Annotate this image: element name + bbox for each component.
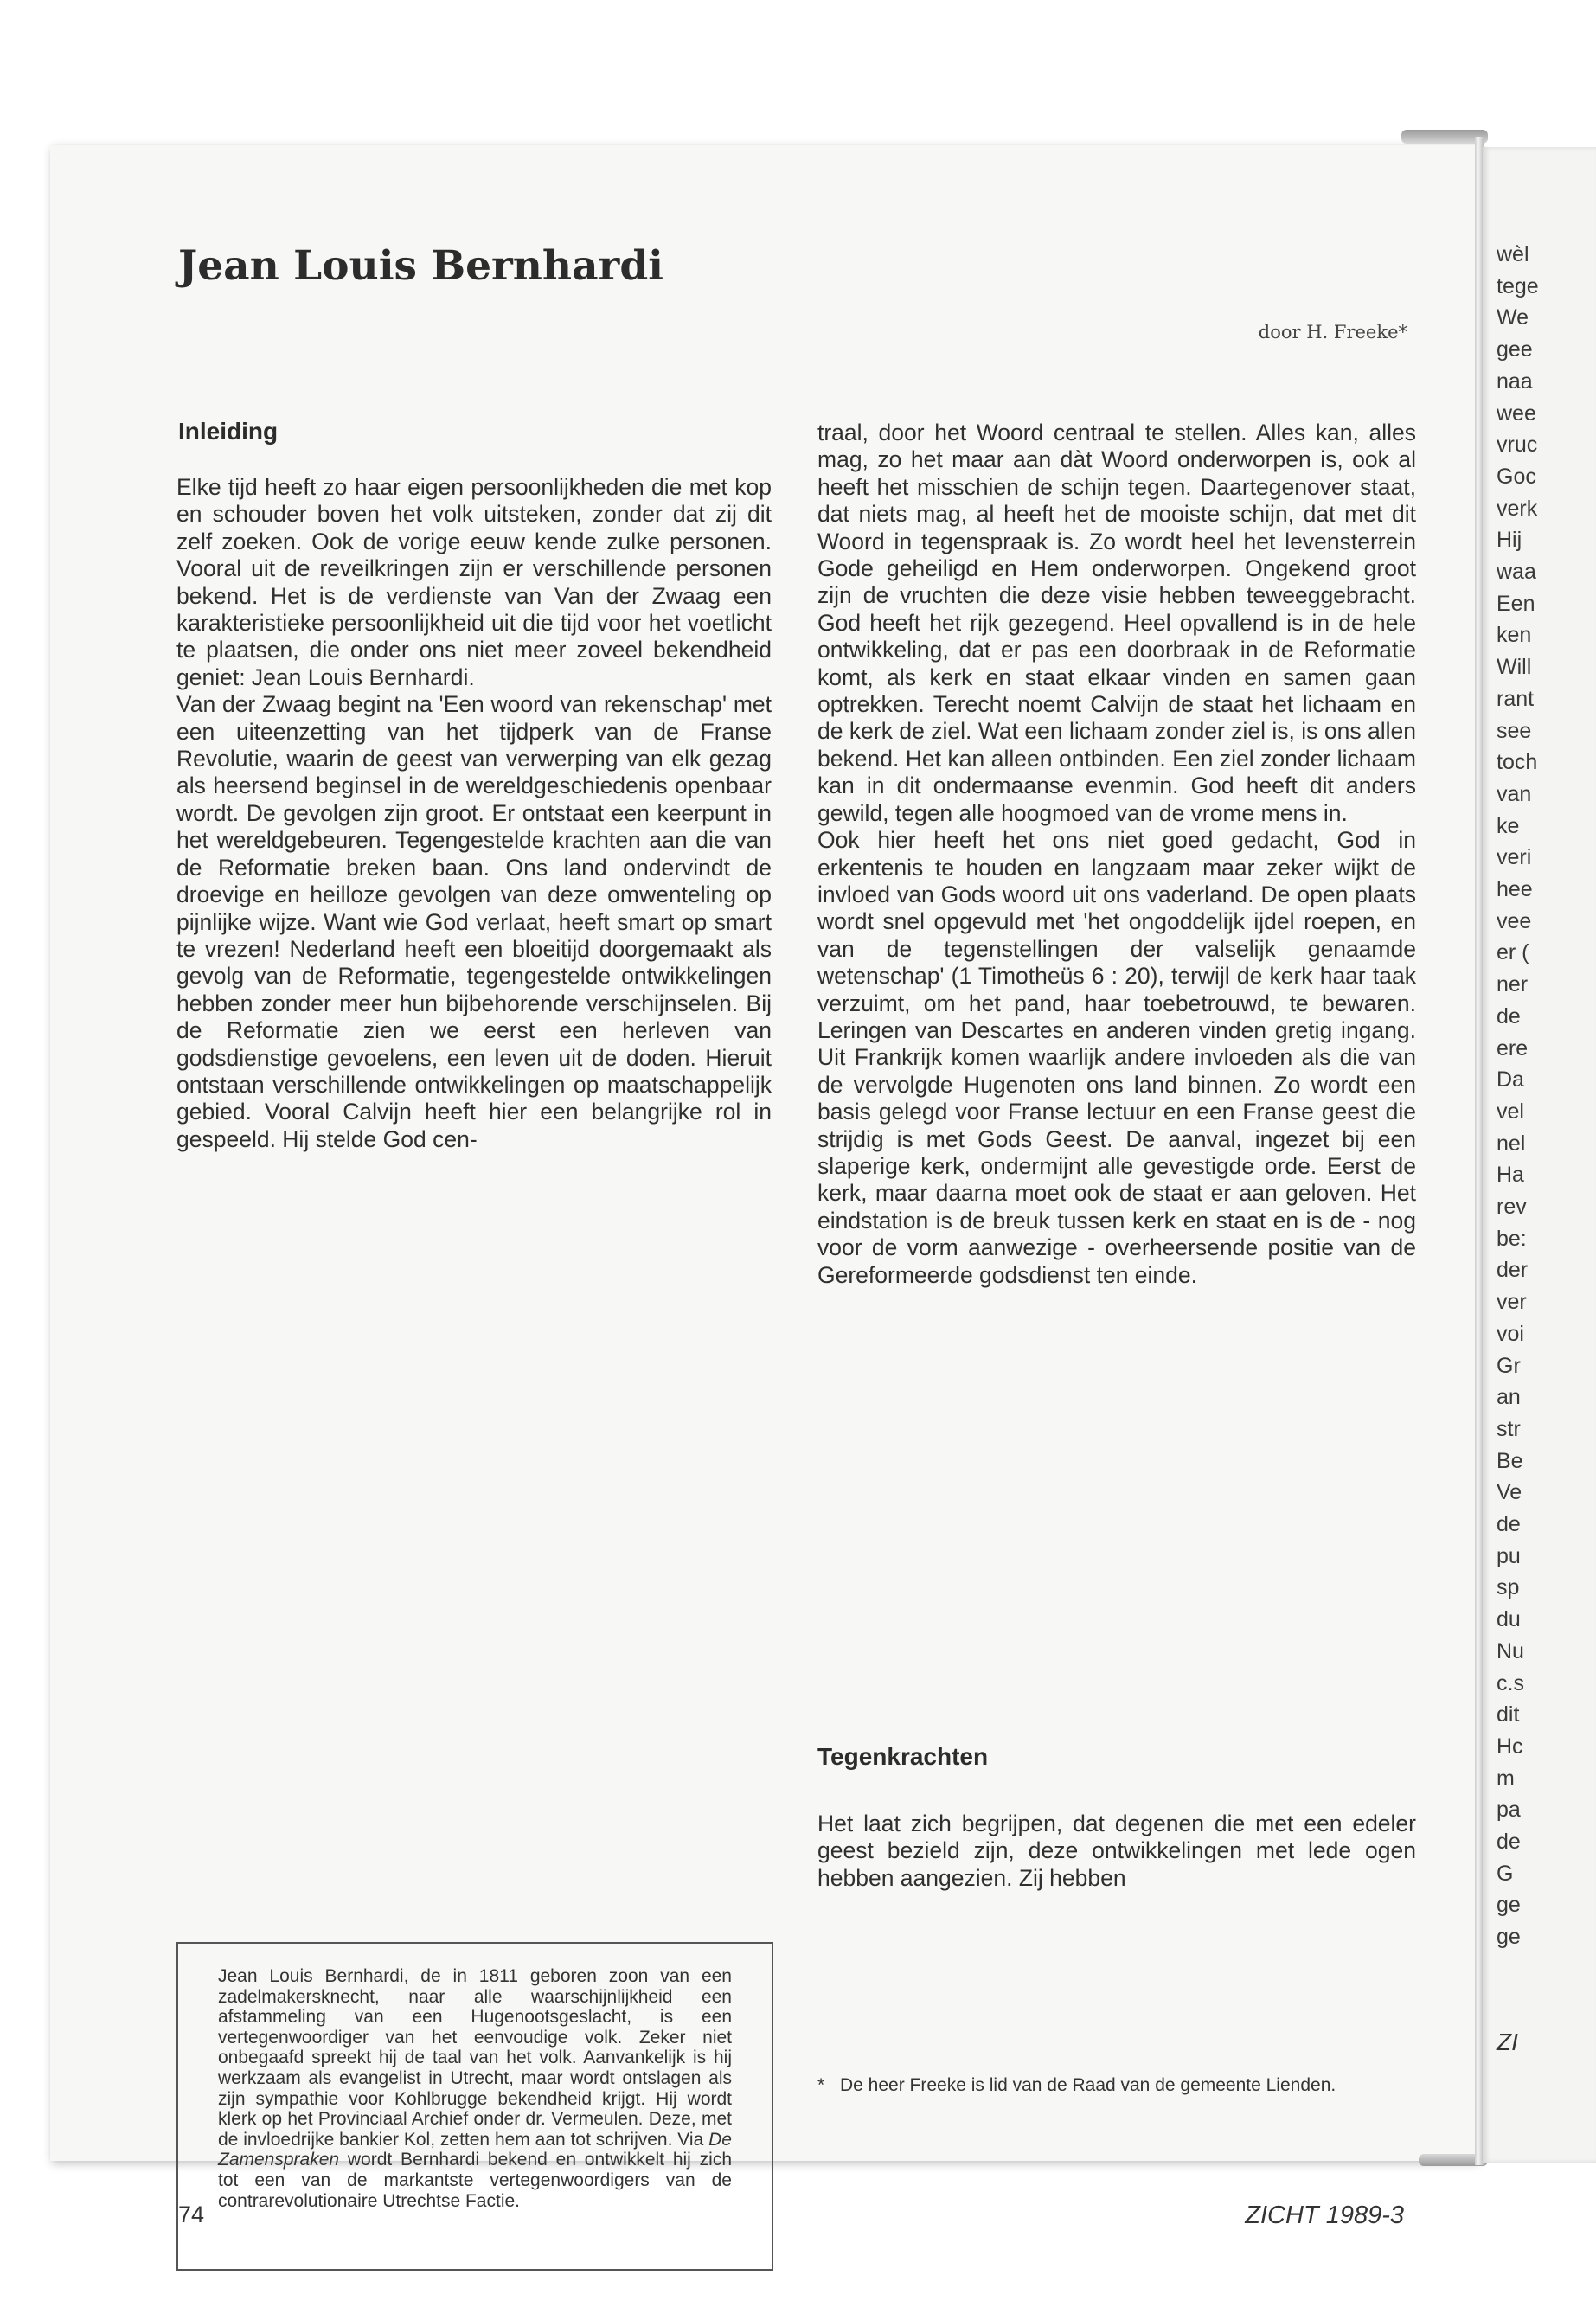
next-page-fragment: Gr [1497,1353,1521,1378]
right-column-continued [817,1811,1416,1892]
next-page-fragment: vel [1497,1099,1524,1124]
paragraph: Het laat zich begrijpen, dat degenen die met een edeler geest bezield zijn, deze ontwikkelingen met lede ogen hebben aangezien. Zij hebben [817,1811,1416,1891]
next-page-fragment: Hc [1497,1734,1523,1759]
next-page-fragment: be: [1497,1226,1527,1251]
next-page-fragment: naa [1497,369,1533,394]
next-page-fragment: rev [1497,1195,1527,1219]
next-page-fragment: dit [1497,1702,1520,1727]
biography-text [218,1966,732,2211]
next-page-fragment: van [1497,781,1532,806]
page-number: 74 [178,2202,205,2227]
next-page-fragment: Be [1497,1448,1523,1473]
left-column [176,474,772,1153]
next-page-fragment: Ve [1497,1480,1522,1505]
next-page-fragment: Goc [1497,464,1536,489]
footnote [817,2074,1414,2096]
footnote-mark: * [817,2075,825,2095]
biography-box [176,1942,773,2271]
article-author: door H. Freeke* [1258,322,1407,343]
next-page-fragment: verk [1497,496,1538,521]
next-page-fragment: G [1497,1861,1514,1886]
next-page-fragment: toch [1497,750,1538,775]
next-page-fragment: ver [1497,1290,1527,1315]
next-page-fragment: Een [1497,591,1535,616]
biography-text-part: Jean Louis Bernhardi, de in 1811 geboren zoon van een zadelmakersknecht, naar alle waarschijnlijkheid een afstammeling van een Hugenootsgeslacht, is een vertegenwoordiger van het eenvoudige volk. Zeker niet onbegaafd spreekt hij de taal van het volk. Aanvankelijk is hij werkzaam als evangelist in Utrecht, maar wordt ontslagen als zijn sympathie voor Kohlbrugge bekendheid krijgt. Hij wordt klerk op het Provinciaal Archief onder dr. Vermeulen. Deze, met de invloedrijke bankier Kol, zetten hem aan tot schrijven. Via [218,1966,732,2150]
next-page-fragment: see [1497,718,1532,743]
journal-name: ZICHT 1989-3 [1245,2202,1404,2229]
next-page-fragment: sp [1497,1575,1520,1600]
next-page-fragment: ken [1497,623,1532,648]
next-page-fragment: rant [1497,686,1535,711]
next-page-footer: ZI [1497,2029,1518,2055]
next-page-fragment: wee [1497,401,1536,426]
next-page-fragment: de [1497,1003,1521,1029]
next-page-fragment: m [1497,1766,1515,1791]
next-page-fragment: gee [1497,337,1533,362]
next-page-fragment: du [1497,1607,1521,1632]
footnote-text: De heer Freeke is lid van de Raad van de gemeente Lienden. [840,2075,1336,2095]
next-page-fragment: pa [1497,1798,1521,1823]
next-page-fragment: vruc [1497,433,1538,458]
next-page-fragment: We [1497,305,1529,330]
paragraph: traal, door het Woord centraal te stellen. Alles kan, alles mag, zo het maar aan dàt Woord onderworpen is, ook al heeft het misschien de schijn tegen. Daartegenover staat, dat niets mag, al heeft het de mooiste schijn, dat met dit Woord in tegenspraak is. Zo wordt heel het levensterrein Gode geheiligd en Hem onderworpen. Ongekend groot zijn de vruchten die deze visie hebben teweeggebracht. God heeft het rijk gezegend. Heel opvallend is in de hele ontwikkeling, dat er pas een doorbraak in de Reformatie komt, als kerk en staat elkaar vinden en samen gaan optrekken. Terecht noemt Calvijn de staat het lichaam en de kerk de ziel. Wat een lichaam zonder ziel is, is ons allen bekend. Het kan alleen ontbinden. Een ziel zonder lichaam kan in dit ondermaanse evenmin. God heeft dit anders gewild, tegen alle hoogmoed van de vrome mens in. [817,420,1416,826]
biography-text-part: wordt Bernhardi bekend en ontwikkelt hij zich tot een van de markantste vertegenwoordigers van de contrarevolutionaire Utrechtse Factie. [218,2150,732,2211]
next-page-fragment: veri [1497,845,1532,870]
next-page-fragment: nel [1497,1131,1526,1156]
next-page-edge [1483,147,1596,2163]
next-page-fragment: voi [1497,1321,1524,1346]
next-page-fragment: hee [1497,877,1533,901]
article-title: Jean Louis Bernhardi [178,242,664,290]
next-page-fragment: ke [1497,813,1520,838]
next-page-fragment: Ha [1497,1163,1524,1188]
next-page-fragment: an [1497,1385,1521,1410]
next-page-fragment: ge [1497,1925,1521,1950]
next-page-fragment: wèl [1497,242,1529,266]
next-page-fragment: der [1497,1258,1529,1283]
book-title: De Zamenspraken [218,2129,732,2170]
next-page-fragment: Will [1497,655,1532,680]
next-page-fragment: Nu [1497,1638,1524,1663]
next-page-fragment: er ( [1497,940,1529,965]
next-page-fragment: pu [1497,1543,1521,1568]
next-page-fragment: de [1497,1830,1521,1854]
next-page-fragment: vee [1497,908,1532,933]
section-heading-inleiding: Inleiding [178,418,279,445]
section-heading-tegenkrachten: Tegenkrachten [817,1743,989,1770]
paragraph: Ook hier heeft het ons niet goed gedacht, God in erkentenis te houden en langzaam maar zeker wijkt de invloed van Gods woord uit ons vaderland. De open plaats wordt snel opgevuld met 'het ongoddelijk ijdel roepen, en van de tegenstellingen der valselijk genaamde wetenschap' (1 Timotheüs 6 : 20), terwijl de kerk haar taak verzuimt, om het pand, haar toebetrouwd, te bewaren. Leringen van Descartes en anderen vinden gretig ingang. Uit Frankrijk komen waarlijk andere invloeden als die van de vervolgde Hugenoten ons land binnen. Zo wordt een basis gelegd voor Franse lectuur en een Franse geest die strijdig is met Gods Geest. De aanval, ingezet bij een slaperige kerk, ondermijnt alle gevestigde orde. Eerst de kerk, maar daarna moet ook de staat er aan geloven. Het eindstation is de breuk tussen kerk en staat en is de - nog voor de vorm aanwezige - overheersende positie van de Gereformeerde godsdienst ten einde. [817,827,1416,1288]
next-page-fragment: Hij [1497,528,1522,553]
right-column [817,420,1416,1289]
next-page-fragment: c.s [1497,1670,1524,1695]
next-page-fragment: ere [1497,1035,1529,1061]
paragraph: Van der Zwaag begint na 'Een woord van rekenschap' met een uiteenzetting van het tijdperk van de Franse Revolutie, waarin de geest van verwerping van elk gezag als heersend beginsel in de wereldgeschiedenis openbaar wordt. De gevolgen zijn groot. Er ontstaat een keerpunt in het wereldgebeuren. Tegengestelde krachten aan die van de Reformatie breken baan. Ons land ondervindt de droevige en heilloze gevolgen van deze omwenteling op pijnlijke wijze. Want wie God verlaat, heeft smart op smart te vrezen! Nederland heeft een bloeitijd doorgemaakt als gevolg van de Reformatie, tegengestelde ontwikkelingen hebben zonder meer hun bijbehorende verschijnselen. Bij de Reformatie zien we eerst een herleven van godsdienstige gevoelens, een leven uit de doden. Hieruit ontstaan verschillende ontwikkelingen op maatschappelijk gebied. Vooral Calvijn heeft hier een belangrijke rol in gespeeld. Hij stelde God cen- [176,691,772,1152]
next-page-fragment: str [1497,1416,1521,1441]
next-page-fragment: ge [1497,1893,1521,1918]
paragraph: Elke tijd heeft zo haar eigen persoonlijkheden die met kop en schouder boven het volk uitsteken, zonder dat zij dit zelf zoeken. Ook de vorige eeuw kende zulke personen. Vooral uit de reveilkringen zijn er verschillende personen bekend. Het is de verdienste van Van der Zwaag een karakteristieke persoonlijkheid uit die tijd voor het voetlicht te plaatsen, die onder ons niet meer zoveel bekendheid geniet: Jean Louis Bernhardi. [176,474,772,690]
next-page-fragment: ner [1497,972,1529,997]
next-page-fragment: tege [1497,273,1539,298]
next-page-fragment: Da [1497,1067,1524,1093]
next-page-fragment: de [1497,1512,1521,1536]
next-page-fragment: waa [1497,560,1536,584]
